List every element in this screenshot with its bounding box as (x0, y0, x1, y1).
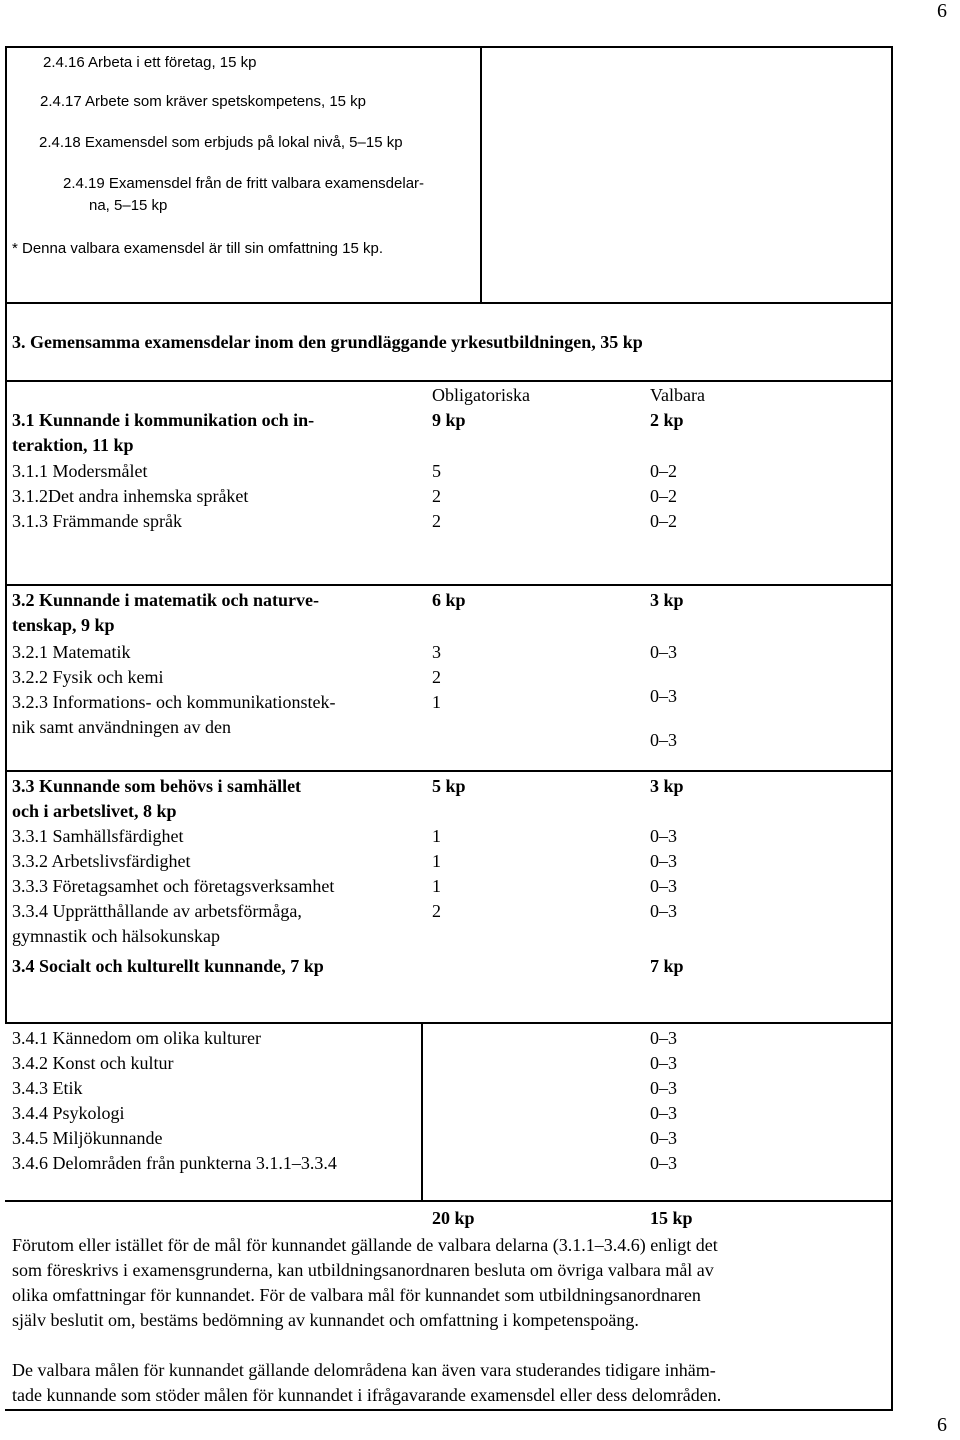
obligatory-value: 1 (432, 876, 441, 896)
table-border-bottom (5, 1409, 893, 1411)
obligatory-value: 2 (432, 667, 441, 687)
paragraph-line: olika omfattningar för kunnandet. För de valbara mål för kunnandet som utbildningsanordnaren (12, 1285, 701, 1305)
optional-value: 0–3 (650, 730, 677, 750)
obligatory-value: 1 (432, 692, 441, 712)
total-optional: 15 kp (650, 1208, 693, 1228)
paragraph-custom-goals (12, 1233, 718, 1333)
obligatory-value: 2 (432, 901, 441, 921)
table-border-top (5, 380, 893, 382)
row-divider-3-1 (5, 584, 893, 586)
list-item: 3.2.2 Fysik och kemi (12, 667, 164, 687)
list-item: nik samt användningen av den (12, 717, 231, 737)
table-border-left-upper (5, 304, 7, 1024)
top-box-border-bottom (5, 302, 893, 304)
list-item-2-4-19-cont: na, 5–15 kp (89, 197, 168, 214)
group-3-1-title-line-2: teraktion, 11 kp (12, 435, 134, 455)
group-3-3-total-optional: 3 kp (650, 776, 684, 796)
top-box-border-left (5, 46, 7, 304)
paragraph-prior-learning (12, 1358, 721, 1408)
group-3-3-total-obligatory: 5 kp (432, 776, 466, 796)
optional-value: 0–2 (650, 486, 677, 506)
list-item: 3.2.3 Informations- och kommunikationstek- (12, 692, 336, 712)
top-box-divider (480, 46, 482, 304)
list-item-2-4-18: 2.4.18 Examensdel som erbjuds på lokal nivå, 5–15 kp (39, 134, 403, 151)
group-3-1-obligatory (432, 459, 441, 534)
list-item: 3.4.6 Delområden från punkterna 3.1.1–3.3.4 (12, 1153, 337, 1173)
page-number-bottom: 6 (937, 1414, 947, 1436)
optional-value: 0–3 (650, 1053, 677, 1073)
paragraph-line: själv beslutit om, bestäms bedömning av kunnandet och omfattning i kompetenspoäng. (12, 1310, 639, 1330)
list-item: 3.4.1 Kännedom om olika kulturer (12, 1028, 261, 1048)
group-3-2-title (12, 588, 319, 638)
group-3-3-title (12, 774, 301, 824)
list-item: 3.1.3 Främmande språk (12, 511, 182, 531)
list-item: 3.3.2 Arbetslivsfärdighet (12, 851, 191, 871)
optional-value: 0–3 (650, 851, 677, 871)
optional-value: 0–3 (650, 1153, 677, 1173)
total-obligatory: 20 kp (432, 1208, 475, 1228)
optional-value: 0–3 (650, 686, 677, 706)
row-divider-3-2 (5, 770, 893, 772)
footnote: * Denna valbara examensdel är till sin omfattning 15 kp. (12, 240, 384, 257)
optional-value: 0–3 (650, 1128, 677, 1148)
group-3-2-obligatory (432, 640, 441, 715)
group-3-3-title-line-2: och i arbetslivet, 8 kp (12, 801, 177, 821)
list-item: 3.2.1 Matematik (12, 642, 131, 662)
group-3-3-optional (650, 824, 677, 924)
obligatory-value: 3 (432, 642, 441, 662)
obligatory-value: 2 (432, 486, 441, 506)
paragraph-line: som föreskrivs i examensgrunderna, kan utbildningsanordnaren besluta om övriga valbara mål av (12, 1260, 714, 1280)
right-border (891, 46, 893, 1411)
list-item: 3.4.4 Psykologi (12, 1103, 125, 1123)
optional-value: 0–3 (650, 876, 677, 896)
group-3-2-items (12, 640, 335, 740)
group-3-3-title-line-1: 3.3 Kunnande som behövs i samhället (12, 776, 302, 796)
group-3-4-title: 3.4 Socialt och kulturellt kunnande, 7 kp (12, 956, 324, 976)
top-box-border-top (5, 46, 893, 48)
group-3-1-total-obligatory: 9 kp (432, 410, 466, 430)
list-item-2-4-16: 2.4.16 Arbeta i ett företag, 15 kp (43, 54, 257, 71)
optional-value: 0–2 (650, 511, 677, 531)
list-item: 3.3.1 Samhällsfärdighet (12, 826, 184, 846)
list-item: 3.4.5 Miljökunnande (12, 1128, 163, 1148)
list-item: 3.4.3 Etik (12, 1078, 83, 1098)
list-item: 3.1.1 Modersmålet (12, 461, 148, 481)
group-3-2-total-optional: 3 kp (650, 590, 684, 610)
optional-value: 0–2 (650, 461, 677, 481)
optional-value: 0–3 (650, 901, 677, 921)
list-item-2-4-17: 2.4.17 Arbete som kräver spetskompetens, 15 kp (40, 93, 367, 110)
page-number-top: 6 (937, 0, 947, 22)
group-3-3-items (12, 824, 334, 949)
col-divider-3-4 (421, 1022, 423, 1202)
list-item: 3.3.3 Företagsamhet och företagsverksamhet (12, 876, 335, 896)
list-item: 3.4.2 Konst och kultur (12, 1053, 174, 1073)
list-item: 3.1.2Det andra inhemska språket (12, 486, 249, 506)
group-3-3-obligatory (432, 824, 441, 924)
optional-value: 0–3 (650, 1028, 677, 1048)
group-3-2-title-line-2: tenskap, 9 kp (12, 615, 115, 635)
group-3-2-title-line-1: 3.2 Kunnande i matematik och naturve- (12, 590, 320, 610)
col-header-obligatory: Obligatoriska (432, 385, 530, 405)
paragraph-line: Förutom eller istället för de mål för kunnandet gällande de valbara delarna (3.1.1–3.4.6) enligt det (12, 1235, 718, 1255)
paragraph-line: tade kunnande som stöder målen för kunnandet i ifrågavarande examensdel eller dess delområden. (12, 1385, 722, 1405)
group-3-1-optional (650, 459, 677, 534)
group-3-4-total-optional: 7 kp (650, 956, 684, 976)
obligatory-value: 2 (432, 511, 441, 531)
optional-value: 0–3 (650, 642, 677, 662)
list-item: gymnastik och hälsokunskap (12, 926, 220, 946)
group-3-2-total-obligatory: 6 kp (432, 590, 466, 610)
group-3-4-optional (650, 1026, 677, 1176)
obligatory-value: 1 (432, 826, 441, 846)
optional-value: 0–3 (650, 1078, 677, 1098)
group-3-1-total-optional: 2 kp (650, 410, 684, 430)
obligatory-value: 5 (432, 461, 441, 481)
col-header-optional: Valbara (650, 385, 705, 405)
group-3-1-title-line-1: 3.1 Kunnande i kommunikation och in- (12, 410, 315, 430)
paragraph-line: De valbara målen för kunnandet gällande delområdena kan även vara studerandes tidigare inhäm- (12, 1360, 716, 1380)
list-item-2-4-19: 2.4.19 Examensdel från de fritt valbara examensdelar- (63, 175, 425, 192)
obligatory-value: 1 (432, 851, 441, 871)
optional-value: 0–3 (650, 826, 677, 846)
list-item: 3.3.4 Upprätthållande av arbetsförmåga, (12, 901, 302, 921)
section-heading: 3. Gemensamma examensdelar inom den grundläggande yrkesutbildningen, 35 kp (12, 332, 643, 352)
row-divider-3-4-header (5, 1022, 893, 1024)
optional-value: 0–3 (650, 1103, 677, 1123)
group-3-1-items (12, 459, 248, 534)
group-3-1-title (12, 408, 314, 458)
row-divider-totals (5, 1200, 893, 1202)
group-3-4-items (12, 1026, 337, 1176)
